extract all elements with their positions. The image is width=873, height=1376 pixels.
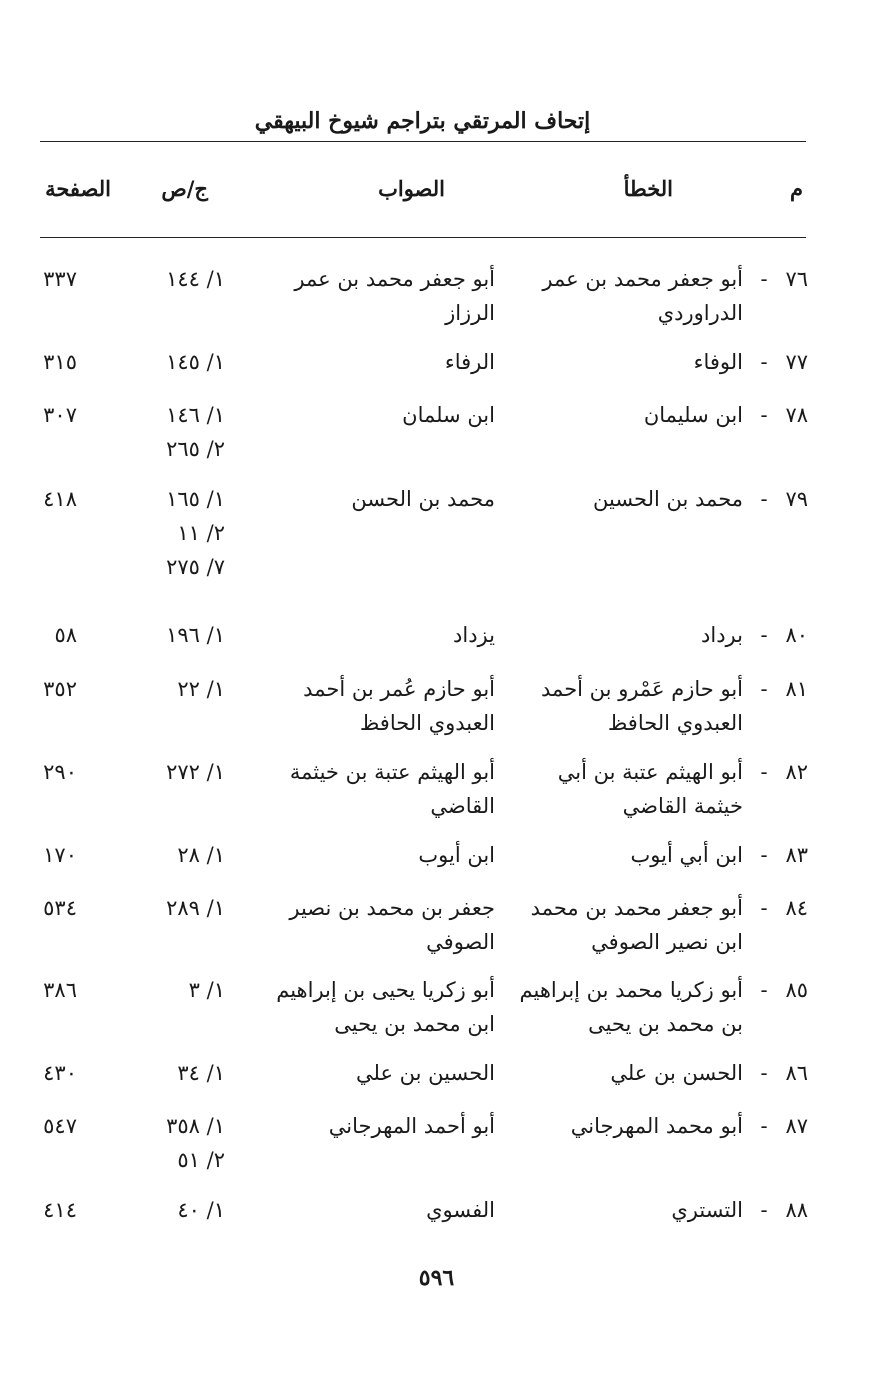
entry-dash: - bbox=[760, 267, 768, 291]
volume-page-line: ١/ ١٤٦ bbox=[166, 403, 225, 427]
source-page: ٣٠٧ bbox=[43, 403, 77, 427]
wrong-text: أبو محمد المهرجاني bbox=[570, 1114, 743, 1138]
correct-text: أبو زكريا يحيى بن إبراهيم ابن محمد بن يحيى bbox=[276, 978, 495, 1036]
volume-page-ref bbox=[135, 262, 225, 296]
entry-dash: - bbox=[760, 896, 768, 920]
entry-dash: - bbox=[760, 1198, 768, 1222]
source-page: ٤١٨ bbox=[43, 487, 77, 511]
wrong-text: ابن سليمان bbox=[643, 403, 743, 427]
entry-dash: - bbox=[760, 1114, 768, 1138]
volume-page-line: ١/ ١٩٦ bbox=[166, 623, 225, 647]
entry-number: ٨٤ bbox=[785, 896, 808, 920]
wrong-text: أبو الهيثم عتبة بن أبي خيثمة القاضي bbox=[557, 760, 743, 818]
entry-number: ٧٦ bbox=[785, 267, 808, 291]
entry-dash: - bbox=[760, 1061, 768, 1085]
volume-page-ref bbox=[135, 398, 225, 466]
source-page: ٣١٥ bbox=[43, 350, 77, 374]
source-page: ٥٣٤ bbox=[43, 896, 77, 920]
volume-page-ref bbox=[135, 838, 225, 872]
volume-page-line: ١/ ٢٧٢ bbox=[166, 760, 225, 784]
entry-dash: - bbox=[760, 760, 768, 784]
header-vol: ج/ص bbox=[161, 176, 208, 201]
wrong-text: محمد بن الحسين bbox=[593, 487, 743, 511]
entry-dash: - bbox=[760, 350, 768, 374]
volume-page-ref bbox=[135, 1193, 225, 1227]
volume-page-ref bbox=[135, 345, 225, 379]
correct-text: محمد بن الحسن bbox=[351, 487, 495, 511]
entry-dash: - bbox=[760, 487, 768, 511]
wrong-text: أبو حازم عَمْرو بن أحمد العبدوي الحافظ bbox=[541, 677, 743, 735]
wrong-text: التستري bbox=[671, 1198, 743, 1222]
volume-page-ref bbox=[135, 482, 225, 584]
volume-page-line: ١/ ٣٤ bbox=[177, 1061, 225, 1085]
volume-page-ref bbox=[135, 755, 225, 789]
wrong-text: أبو جعفر محمد بن عمر الدراوردي bbox=[542, 267, 743, 325]
entry-dash: - bbox=[760, 843, 768, 867]
volume-page-line: ٢/ ٢٦٥ bbox=[166, 437, 225, 461]
correct-text: الرفاء bbox=[444, 350, 495, 374]
volume-page-line: ١/ ٤٠ bbox=[177, 1198, 225, 1222]
volume-page-ref bbox=[135, 618, 225, 652]
entry-number: ٨٥ bbox=[785, 978, 808, 1002]
correct-text: الحسين بن علي bbox=[355, 1061, 495, 1085]
entry-number: ٨٧ bbox=[785, 1114, 808, 1138]
wrong-text: أبو جعفر محمد بن محمد ابن نصير الصوفي bbox=[530, 896, 743, 954]
source-page: ٥٨ bbox=[54, 623, 77, 647]
running-title: إتحاف المرتقي بتراجم شيوخ البيهقي bbox=[254, 108, 591, 134]
wrong-text: برداد bbox=[701, 623, 743, 647]
correct-text: الفسوي bbox=[426, 1198, 495, 1222]
wrong-text: الوفاء bbox=[693, 350, 743, 374]
correct-text: ابن أيوب bbox=[418, 843, 495, 867]
source-page: ٢٩٠ bbox=[43, 760, 77, 784]
volume-page-line: ١/ ١٦٥ bbox=[166, 487, 225, 511]
volume-page-line: ٧/ ٢٧٥ bbox=[166, 555, 225, 579]
volume-page-ref bbox=[135, 672, 225, 706]
volume-page-line: ١/ ٢٢ bbox=[177, 677, 225, 701]
volume-page-ref bbox=[135, 1056, 225, 1090]
volume-page-line: ١/ ١٤٤ bbox=[166, 267, 225, 291]
source-page: ٤١٤ bbox=[43, 1198, 77, 1222]
wrong-text: ابن أبي أيوب bbox=[630, 843, 743, 867]
volume-page-line: ١/ ٣٥٨ bbox=[166, 1114, 225, 1138]
volume-page-line: ١/ ٢٨٩ bbox=[166, 896, 225, 920]
entry-number: ٨١ bbox=[785, 677, 808, 701]
entry-dash: - bbox=[760, 978, 768, 1002]
entry-number: ٨٨ bbox=[785, 1198, 808, 1222]
correct-text: ابن سلمان bbox=[402, 403, 495, 427]
entry-dash: - bbox=[760, 403, 768, 427]
volume-page-ref bbox=[135, 1109, 225, 1177]
source-page: ٣٨٦ bbox=[43, 978, 77, 1002]
entry-dash: - bbox=[760, 677, 768, 701]
header-page: الصفحة bbox=[45, 176, 111, 201]
correct-text: أبو جعفر محمد بن عمر الرزاز bbox=[294, 267, 495, 325]
entry-number: ٨٣ bbox=[785, 843, 808, 867]
wrong-text: أبو زكريا محمد بن إبراهيم بن محمد بن يحيى bbox=[519, 978, 743, 1036]
entry-number: ٧٧ bbox=[785, 350, 808, 374]
source-page: ٤٣٠ bbox=[43, 1061, 77, 1085]
header-wrong: الخطأ bbox=[623, 176, 673, 201]
volume-page-line: ٢/ ٥١ bbox=[177, 1148, 225, 1172]
correct-text: أبو أحمد المهرجاني bbox=[328, 1114, 495, 1138]
entry-number: ٧٨ bbox=[785, 403, 808, 427]
entry-number: ٨٠ bbox=[785, 623, 808, 647]
source-page: ١٧٠ bbox=[43, 843, 77, 867]
entry-number: ٨٢ bbox=[785, 760, 808, 784]
header-num: م bbox=[789, 176, 803, 201]
correct-text: أبو الهيثم عتبة بن خيثمة القاضي bbox=[289, 760, 495, 818]
header-rule bbox=[40, 237, 806, 238]
header-right: الصواب bbox=[378, 176, 445, 201]
wrong-text: الحسن بن علي bbox=[610, 1061, 743, 1085]
volume-page-ref bbox=[135, 891, 225, 925]
entry-dash: - bbox=[760, 623, 768, 647]
title-rule bbox=[40, 141, 806, 142]
correct-text: يزداد bbox=[453, 623, 495, 647]
correct-text: أبو حازم عُمر بن أحمد العبدوي الحافظ bbox=[303, 677, 495, 735]
source-page: ٣٣٧ bbox=[43, 267, 77, 291]
volume-page-ref bbox=[135, 973, 225, 1007]
volume-page-line: ١/ ٣ bbox=[188, 978, 225, 1002]
source-page: ٥٤٧ bbox=[43, 1114, 77, 1138]
volume-page-line: ٢/ ١١ bbox=[177, 521, 225, 545]
correct-text: جعفر بن محمد بن نصير الصوفي bbox=[289, 896, 495, 954]
volume-page-line: ١/ ٢٨ bbox=[177, 843, 225, 867]
page-number: ٥٩٦ bbox=[418, 1265, 455, 1291]
volume-page-line: ١/ ١٤٥ bbox=[166, 350, 225, 374]
entry-number: ٧٩ bbox=[785, 487, 808, 511]
source-page: ٣٥٢ bbox=[43, 677, 77, 701]
entry-number: ٨٦ bbox=[785, 1061, 808, 1085]
